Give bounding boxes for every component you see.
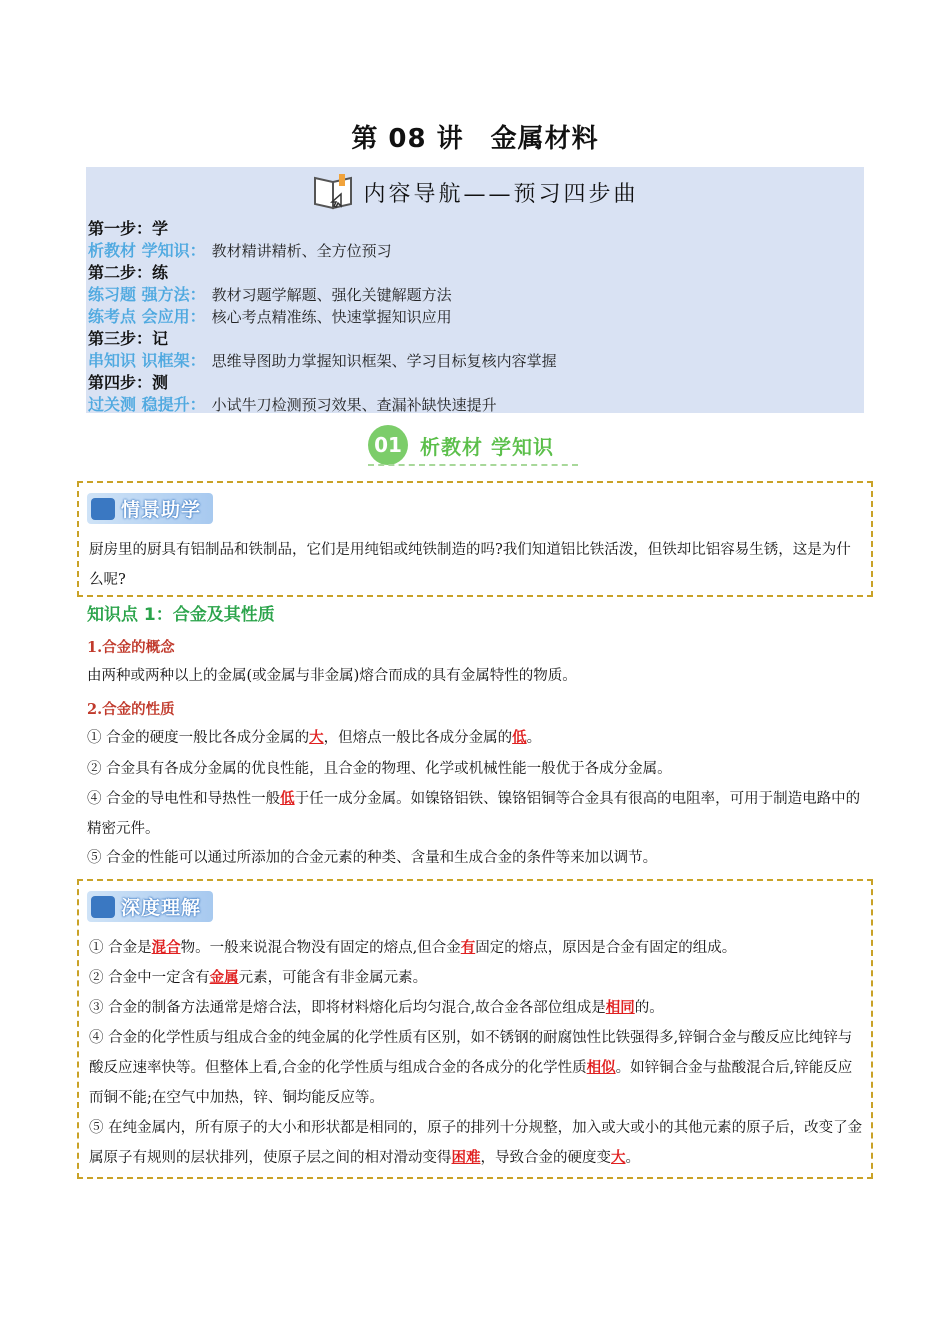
section-number: 01 bbox=[368, 425, 408, 465]
nav-item bbox=[88, 240, 557, 262]
nav-item-key: 串知识 识框架： bbox=[88, 351, 206, 370]
scenario-text: 厨房里的厨具有铝制品和铁制品，它们是用纯铝或纯铁制造的吗?我们知道铝比铁活泼，但铁却比铝容易生锈，这是为什么呢? bbox=[89, 542, 851, 588]
scenario-badge-label: 情景助学 bbox=[121, 498, 202, 521]
deep-understanding-box bbox=[77, 879, 873, 1179]
answer-highlight: 混合 bbox=[151, 939, 181, 956]
nav-lines bbox=[88, 218, 557, 416]
nav-item-desc: 教材精讲精析、全方位预习 bbox=[211, 242, 392, 260]
nav-item bbox=[88, 306, 557, 328]
deep-badge-label: 深度理解 bbox=[121, 896, 202, 919]
deep-line: ② 合金中一定含有金属元素，可能含有非金属元素。 bbox=[89, 969, 428, 986]
nav-item-key: 析教材 学知识： bbox=[88, 241, 206, 260]
nav-header-text: 内容导航——预习四步曲 bbox=[363, 181, 639, 207]
nav-step: 第一步：学 bbox=[88, 219, 169, 238]
section-label: 析教材 学知识 bbox=[420, 434, 554, 459]
nav-item-desc: 小试牛刀检测预习效果、查漏补缺快速提升 bbox=[211, 396, 497, 414]
deep-line: ① 合金是混合物。一般来说混合物没有固定的熔点,但合金有固定的熔点，原因是合金有固定的组成。 bbox=[89, 939, 737, 956]
knowledge-point-title: 知识点 1：合金及其性质 bbox=[87, 605, 275, 625]
text-segment: ① 合金的硬度一般比各成分金属的 bbox=[87, 730, 310, 746]
nav-item-desc: 教材习题学解题、强化关键解题方法 bbox=[211, 286, 452, 304]
deep-line: ④ 合金的化学性质与组成合金的纯金属的化学性质有区别，如不锈钢的耐腐蚀性比铁强得多,锌铜合金与酸反应比纯锌与酸反应速率快等。但整体上看,合金的化学性质与组成合金的各成分的化学性质相似。如锌铜合金与盐酸混合后,锌能反应而铜不能;在空气中加热，锌、铜均能反应等。 bbox=[89, 1030, 853, 1106]
answer-highlight: 低 bbox=[280, 790, 295, 807]
scenario-badge bbox=[87, 491, 213, 525]
concept-title: 1.合金的概念 bbox=[87, 639, 175, 656]
book-pointer-icon bbox=[311, 170, 359, 214]
nav-item-desc: 核心考点精准练、快速掌握知识应用 bbox=[211, 308, 452, 326]
scenario-badge-icon bbox=[91, 498, 115, 520]
concept-text: 由两种或两种以上的金属(或金属与非金属)熔合而成的具有金属特性的物质。 bbox=[87, 668, 577, 684]
content-navigation-box bbox=[86, 167, 864, 413]
property-item: ⑤ 合金的性能可以通过所添加的合金元素的种类、含量和生成合金的条件等来加以调节。 bbox=[87, 850, 658, 866]
answer-highlight: 困难 bbox=[451, 1149, 481, 1166]
answer-highlight: 金属 bbox=[209, 969, 239, 986]
nav-item bbox=[88, 350, 557, 372]
answer-highlight: 相同 bbox=[605, 999, 635, 1016]
property-item bbox=[87, 784, 867, 844]
property-item bbox=[87, 723, 867, 753]
deep-badge-icon bbox=[91, 896, 115, 918]
nav-item-desc: 思维导图助力掌握知识框架、学习目标复核内容掌握 bbox=[211, 352, 557, 370]
answer-highlight: 大 bbox=[611, 1149, 626, 1166]
page-title: 第 08 讲 金属材料 bbox=[351, 124, 599, 154]
nav-item bbox=[88, 394, 557, 416]
answer-highlight: 有 bbox=[460, 939, 476, 956]
nav-item-key: 练考点 会应用： bbox=[88, 307, 206, 326]
deep-text bbox=[89, 933, 863, 1173]
answer-highlight: 相似 bbox=[586, 1059, 616, 1076]
text-segment: ，但熔点一般比各成分金属的 bbox=[323, 730, 513, 746]
answer-highlight: 大 bbox=[309, 729, 324, 746]
deep-line: ⑤ 在纯金属内，所有原子的大小和形状都是相同的，原子的排列十分规整，加入或大或小的其他元素的原子后，改变了金属原子有规则的层状排列，使原子层之间的相对滑动变得困难，导致合金的硬度变大。 bbox=[89, 1120, 863, 1166]
text-segment: 。 bbox=[526, 730, 542, 746]
nav-header bbox=[86, 167, 864, 217]
text-segment: ④ 合金的导电性和导热性一般 bbox=[87, 791, 281, 807]
nav-item-key: 过关测 稳提升： bbox=[88, 395, 206, 414]
section-banner bbox=[368, 424, 580, 466]
text-segment: 于任一成分金属。如镍铬铝铁、镍铬铝铜等合金具有很高的电阻率，可用于制造电路中的精密元件。 bbox=[87, 791, 861, 837]
nav-step: 第二步：练 bbox=[88, 263, 169, 282]
nav-item-key: 练习题 强方法： bbox=[88, 285, 206, 304]
deep-badge bbox=[87, 889, 213, 923]
section-underline bbox=[368, 464, 578, 466]
property-item: ② 合金具有各成分金属的优良性能，且合金的物理、化学或机械性能一般优于各成分金属。 bbox=[87, 761, 672, 777]
scenario-box bbox=[77, 481, 873, 597]
properties-title: 2.合金的性质 bbox=[87, 701, 175, 718]
nav-item bbox=[88, 284, 557, 306]
nav-step: 第三步：记 bbox=[88, 329, 169, 348]
nav-step: 第四步：测 bbox=[88, 373, 169, 392]
answer-highlight: 低 bbox=[512, 729, 527, 746]
deep-line: ③ 合金的制备方法通常是熔合法，即将材料熔化后均匀混合,故合金各部位组成是相同的。 bbox=[89, 999, 664, 1016]
